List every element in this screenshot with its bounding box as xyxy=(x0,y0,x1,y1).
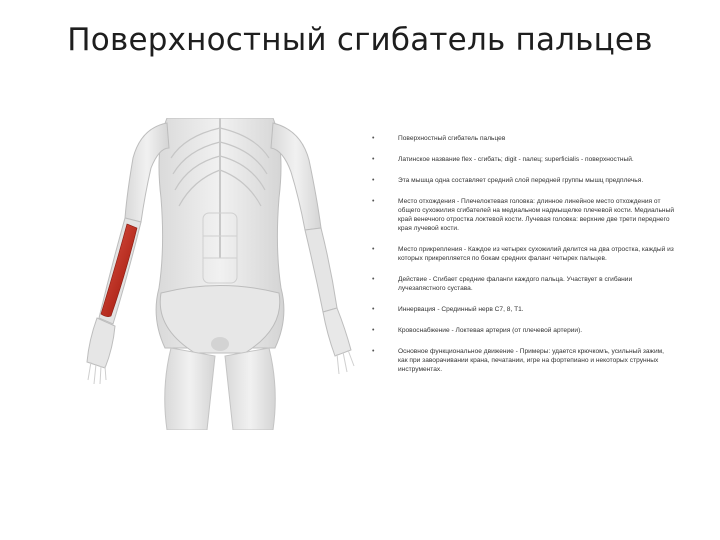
bullet-text: Эта мышца одна составляет средний слой передней группы мышц предплечья. xyxy=(398,177,644,184)
bullet-text: Место отхождения - Плечелоктевая головка: длинное линейное место отхождения от общего сухожилия сгибателей на медиальном надмыщелке плечевой кости. Медиальный край венечного отростка локтевой кости. Лучевая головка: верхние две трети переднего края лучевой кости. xyxy=(398,198,674,232)
bullet-text: Место прикрепления - Каждое из четырех сухожилий делится на два отростка, каждый из которых прикрепляется по бокам средних фаланг четырех пальцев. xyxy=(398,246,674,262)
bullet-item: • Иннервация - Срединный нерв С7, 8, Т1. xyxy=(372,306,524,313)
bullet-item: • Место отхождения - Плечелоктевая головка: длинное линейное место отхождения от общего сухожилия сгибателей на медиальном надмыщелке плечевой кости. Медиальный край венечного отростка локтевой кости. Лучевая головка: верхние две трети переднего края лучевой кости. xyxy=(372,198,674,232)
bullet-item: • Кровоснабжение - Локтевая артерия (от плечевой артерии). xyxy=(372,327,583,334)
bullet-text: Основное функциональное движение - Примеры: удается крючкомъ, усильный зажим, как при заворачивании крана, печатании, игре на фортепиано и некоторых струнных инструментах. xyxy=(398,348,665,373)
anatomy-illustration xyxy=(75,118,365,430)
bullet-item: • Поверхностный сгибатель пальцев xyxy=(372,135,506,142)
anatomy-icon xyxy=(75,118,365,430)
bullet-text: Кровоснабжение - Локтевая артерия (от плечевой артерии). xyxy=(398,327,583,334)
bullet-item: • Действие - Сгибает средние фаланги каждого пальца. Участвует в сгибании лучезапястного сустава. xyxy=(372,276,633,292)
bullet-item: • Место прикрепления - Каждое из четырех сухожилий делится на два отростка, каждый из которых прикрепляется по бокам средних фаланг четырех пальцев. xyxy=(372,246,674,262)
bullet-item: • Основное функциональное движение - Примеры: удается крючкомъ, усильный зажим, как при заворачивании крана, печатании, игре на фортепиано и некоторых струнных инструментах. xyxy=(372,348,665,373)
bullet-text: Действие - Сгибает средние фаланги каждого пальца. Участвует в сгибании лучезапястного сустава. xyxy=(398,276,633,292)
bullet-text: Латинское название flex - сгибать; digit - палец; superficialis - поверхностный. xyxy=(398,156,634,163)
bullet-item: • Латинское название flex - сгибать; digit - палец; superficialis - поверхностный. xyxy=(372,156,634,163)
bullet-item: • Эта мышца одна составляет средний слой передней группы мышц предплечья. xyxy=(372,177,644,184)
bullet-text: Поверхностный сгибатель пальцев xyxy=(398,135,506,142)
bullet-list xyxy=(364,134,674,386)
bullet-text: Иннервация - Срединный нерв С7, 8, Т1. xyxy=(398,306,524,313)
slide-title: Поверхностный сгибатель пальцев xyxy=(67,22,653,58)
